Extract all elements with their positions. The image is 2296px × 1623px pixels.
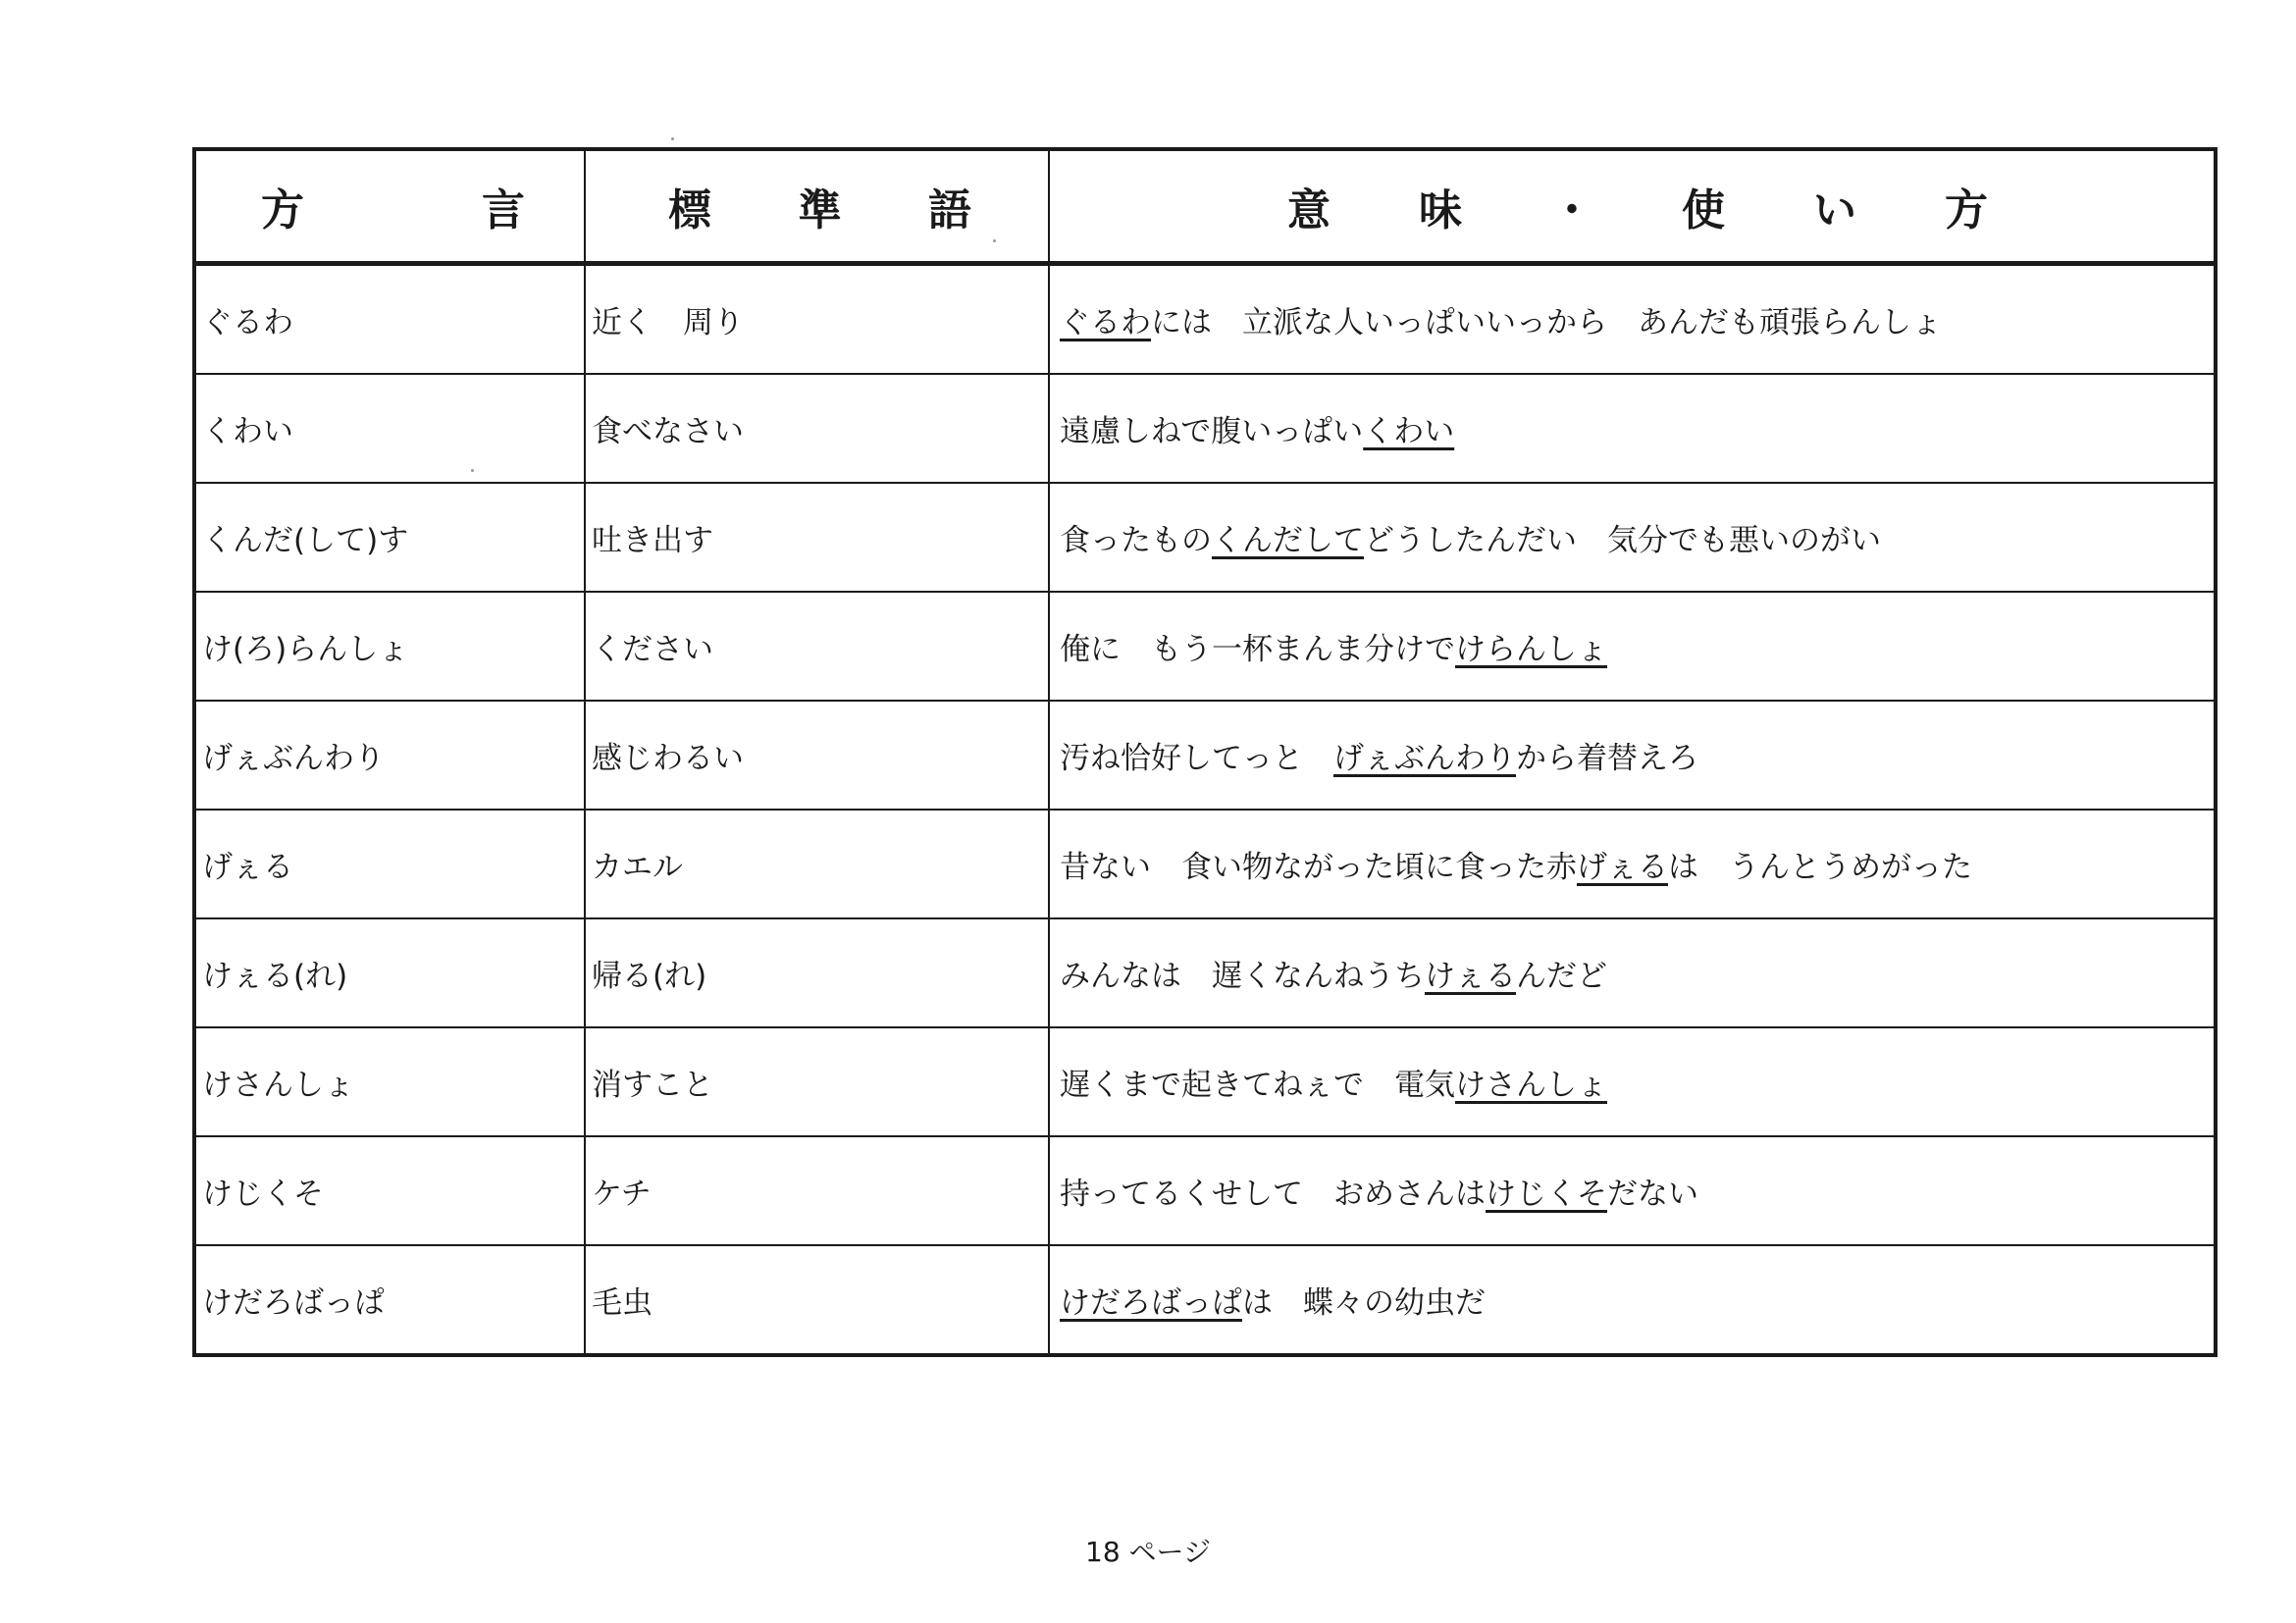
standard-cell: 毛虫 (585, 1245, 1049, 1355)
table-row (194, 1136, 2216, 1245)
dialect-cell: くわい (194, 374, 585, 483)
usage-cell (1049, 701, 2216, 810)
table-row (194, 1245, 2216, 1355)
underlined-dialect-term: けじくそ (1486, 1177, 1607, 1212)
standard-cell: 感じわるい (585, 701, 1049, 810)
usage-text: 俺に もう一杯まんま分けで (1060, 632, 1455, 667)
usage-text: どうしたんだい 気分でも悪いのがい (1364, 523, 1881, 558)
standard-cell: 帰る(れ) (585, 918, 1049, 1027)
scan-speck (671, 137, 674, 140)
usage-text: には 立派な人いっぱいいっから あんだも頑張らんしょ (1151, 305, 1942, 340)
usage-text: 昔ない 食い物ながった頃に食った赤 (1060, 850, 1577, 885)
table-body (194, 264, 2216, 1356)
usage-text: 汚ね恰好してっと (1060, 741, 1333, 776)
usage-text: みんなは 遅くなんねうち (1060, 959, 1425, 994)
underlined-dialect-term: けらんしょ (1455, 632, 1607, 667)
header-standard (585, 149, 1049, 264)
dialect-cell: げぇぶんわり (194, 701, 585, 810)
underlined-dialect-term: げぇる (1577, 850, 1668, 885)
header-char: 使 (1682, 185, 1725, 236)
usage-cell (1049, 1245, 2216, 1355)
standard-cell: 吐き出す (585, 483, 1049, 592)
dialect-cell: けだろばっぱ (194, 1245, 585, 1355)
table-row (194, 374, 2216, 483)
usage-cell (1049, 483, 2216, 592)
usage-cell (1049, 918, 2216, 1027)
standard-cell: カエル (585, 810, 1049, 918)
underlined-dialect-term: くんだして (1212, 523, 1364, 558)
standard-cell: 近く 周り (585, 264, 1049, 375)
usage-text: んだど (1516, 959, 1607, 994)
standard-cell: 食べなさい (585, 374, 1049, 483)
usage-cell (1049, 374, 2216, 483)
dialect-cell: くんだ(して)す (194, 483, 585, 592)
underlined-dialect-term: けだろばっぱ (1060, 1285, 1242, 1321)
header-char: 語 (928, 185, 971, 236)
dialect-cell: げぇる (194, 810, 585, 918)
usage-text: 持ってるくせして おめさんは (1060, 1177, 1486, 1212)
usage-cell (1049, 810, 2216, 918)
table-row (194, 1027, 2216, 1136)
underlined-dialect-term: ぐるわ (1060, 305, 1151, 340)
standard-cell: ください (585, 592, 1049, 701)
header-char: 準 (798, 185, 842, 236)
dialect-cell: けじくそ (194, 1136, 585, 1245)
table-header (194, 149, 2216, 264)
usage-text: 食ったもの (1060, 523, 1212, 558)
dialect-cell: けさんしょ (194, 1027, 585, 1136)
underlined-dialect-term: けぇる (1425, 959, 1516, 994)
header-char: い (1813, 185, 1856, 236)
underlined-dialect-term: げぇぶんわり (1333, 741, 1516, 776)
header-char: 方 (261, 185, 304, 236)
page-number: 18 ページ (1085, 1536, 1211, 1568)
standard-cell: 消すこと (585, 1027, 1049, 1136)
dialect-table (192, 147, 2218, 1357)
usage-text: 遠慮しねで腹いっぱい (1060, 414, 1364, 449)
usage-cell (1049, 1027, 2216, 1136)
dialect-cell: ぐるわ (194, 264, 585, 375)
table-row (194, 592, 2216, 701)
table-row (194, 701, 2216, 810)
table-row (194, 264, 2216, 375)
scan-speck (471, 469, 474, 472)
header-char: 方 (1945, 185, 1988, 236)
underlined-dialect-term: くわい (1363, 414, 1455, 449)
header-char: 味 (1419, 185, 1462, 236)
dialect-cell: けぇる(れ) (194, 918, 585, 1027)
usage-cell (1049, 264, 2216, 375)
header-dialect (194, 149, 585, 264)
header-char: 標 (668, 185, 711, 236)
table-row (194, 918, 2216, 1027)
header-char: ・ (1550, 185, 1593, 236)
dialect-cell: け(ろ)らんしょ (194, 592, 585, 701)
standard-cell: ケチ (585, 1136, 1049, 1245)
table-row (194, 483, 2216, 592)
scan-speck (993, 239, 996, 242)
usage-text: だない (1607, 1177, 1698, 1212)
usage-cell (1049, 1136, 2216, 1245)
header-usage (1049, 149, 2216, 264)
underlined-dialect-term: けさんしょ (1455, 1068, 1607, 1103)
usage-text: から着替えろ (1516, 741, 1698, 776)
usage-text: は うんとうめがった (1668, 850, 1972, 885)
table-row (194, 810, 2216, 918)
usage-cell (1049, 592, 2216, 701)
header-char: 言 (482, 185, 525, 236)
header-char: 意 (1287, 185, 1331, 236)
usage-text: 遅くまで起きてねぇで 電気 (1060, 1068, 1455, 1103)
usage-text: は 蝶々の幼虫だ (1242, 1285, 1486, 1321)
